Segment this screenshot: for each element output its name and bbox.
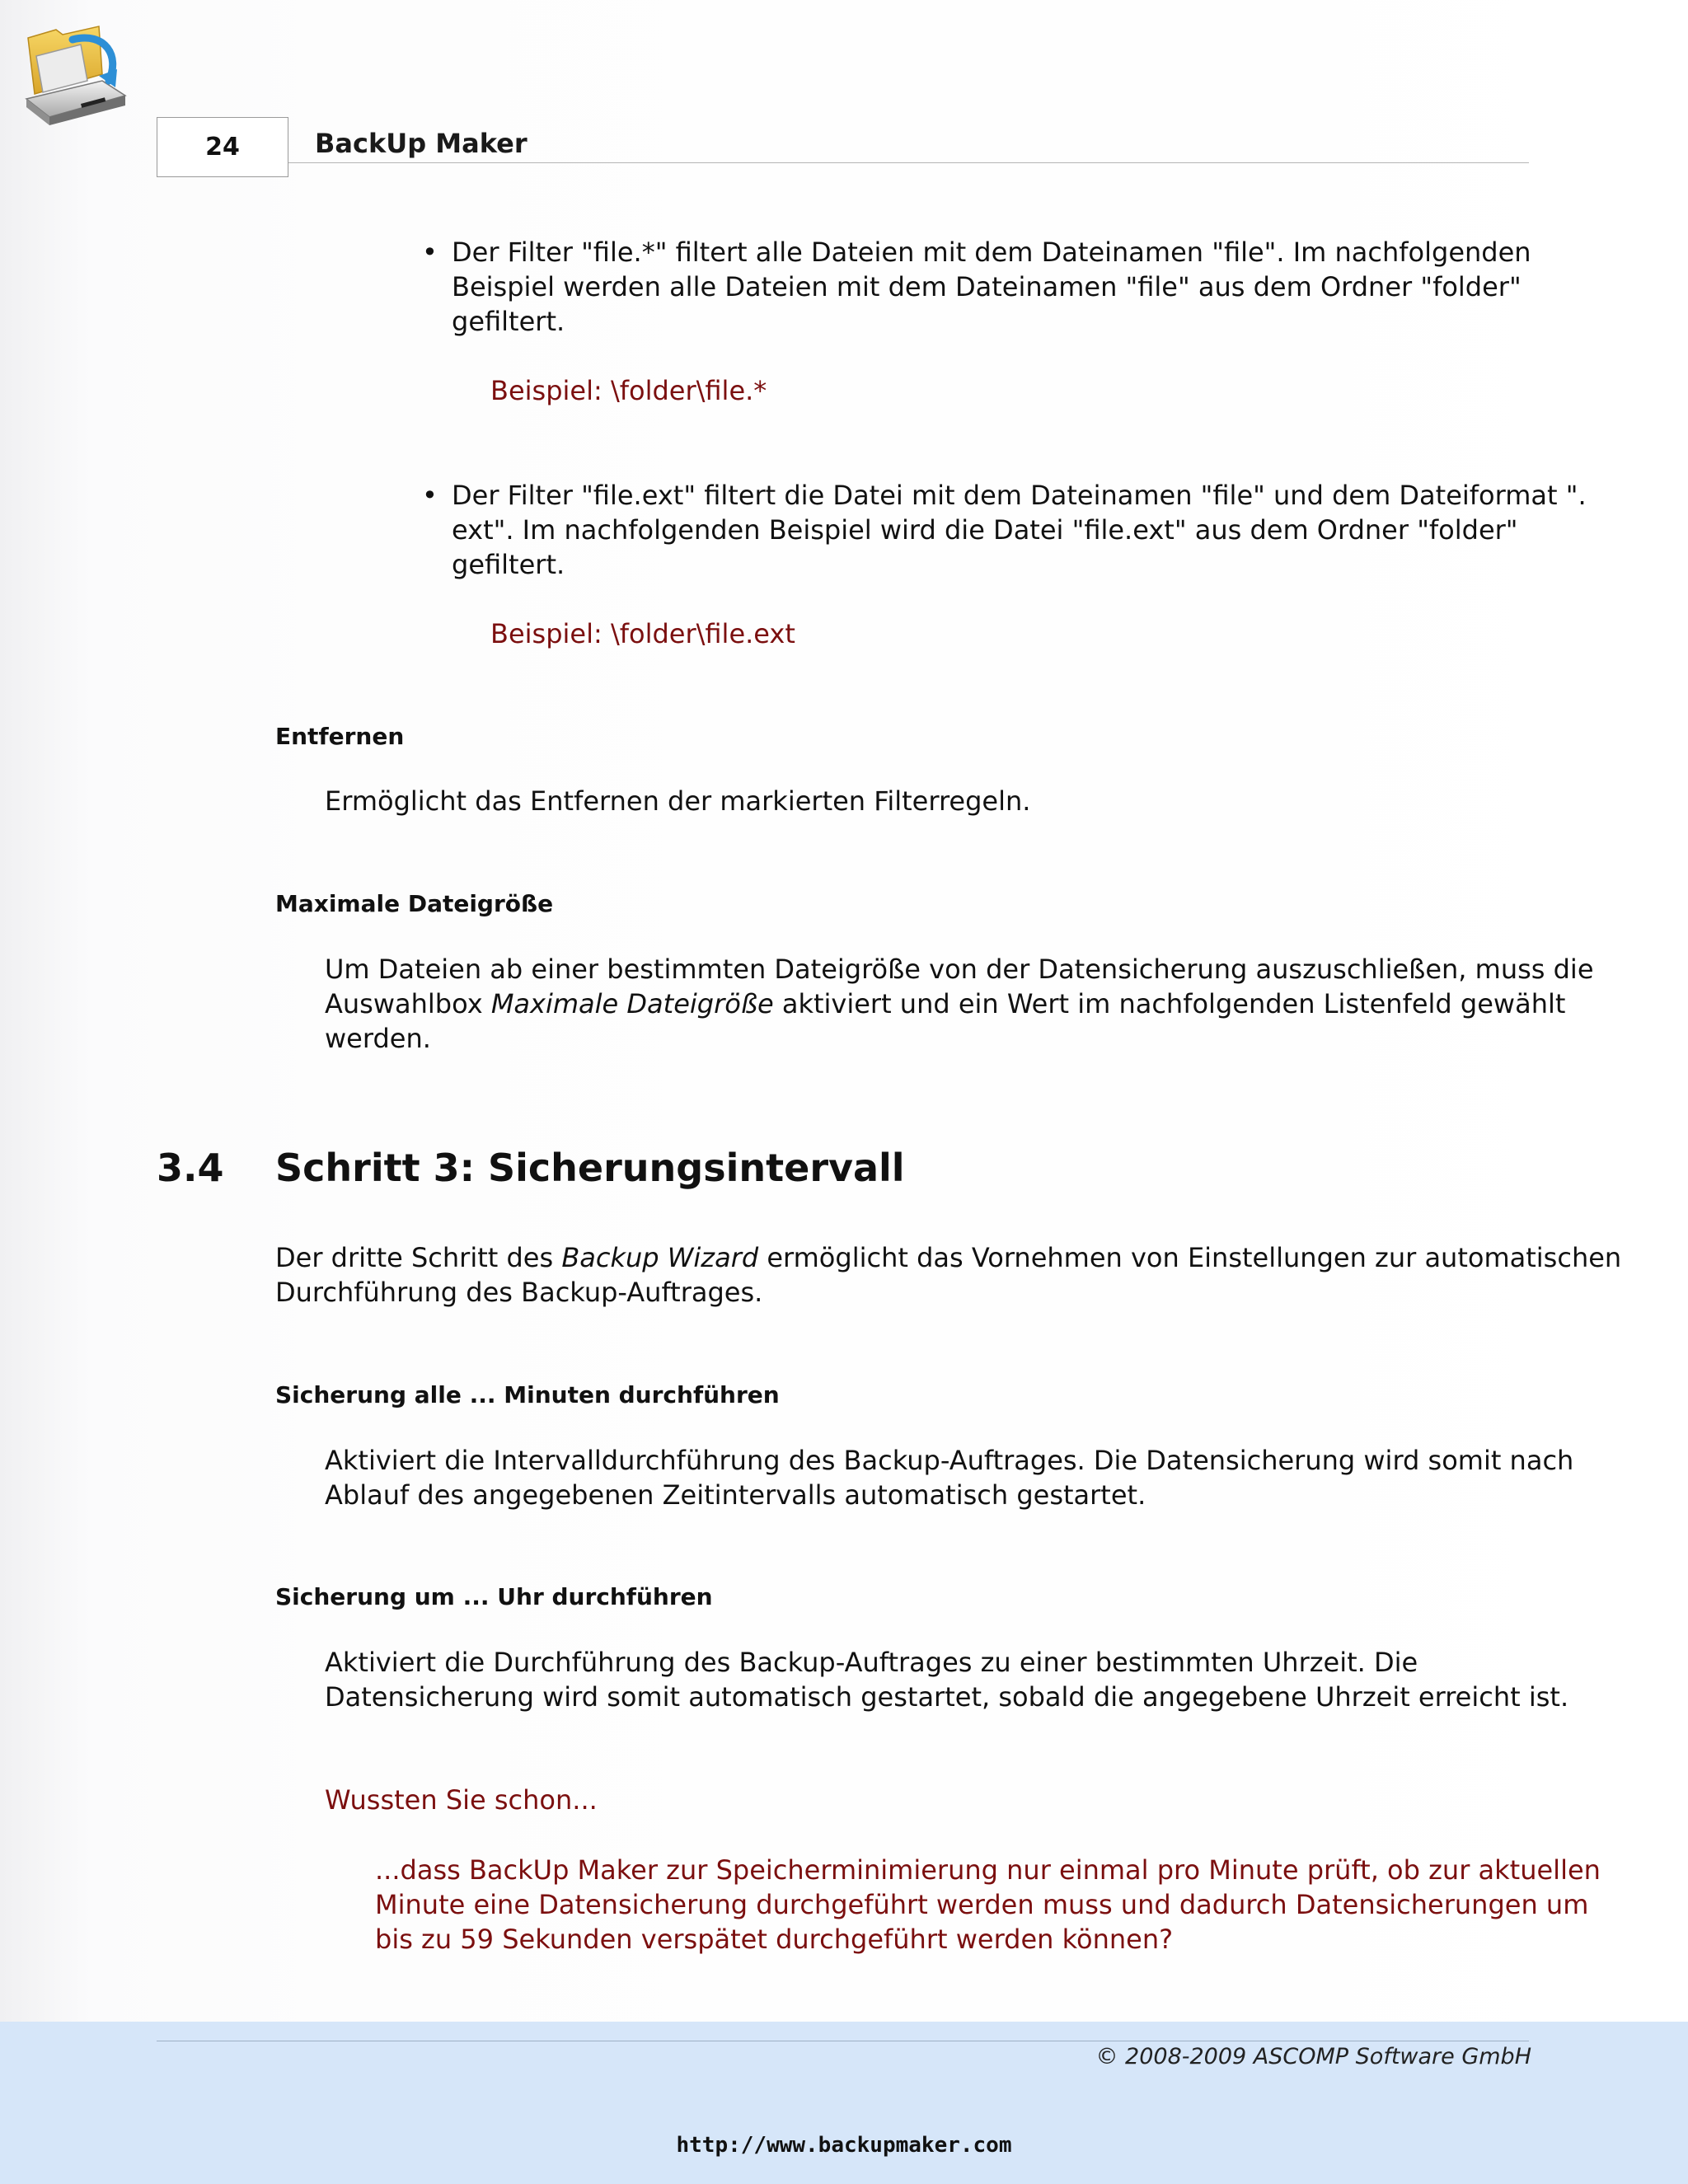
filter-example-1-line-1: Der Filter "file.*" filtert alle Dateien mit dem Dateinamen "file". Im nachfolgenden (452, 237, 1531, 268)
max-size-option-name: Maximale Dateigröße (490, 988, 774, 1019)
filter-example-1-line-3: gefiltert. (452, 306, 565, 337)
bullet-marker: • (422, 480, 438, 511)
remove-heading: Entfernen (275, 723, 405, 750)
section-intro-line-2: Durchführung des Backup-Auftrages. (275, 1277, 763, 1308)
max-size-heading: Maximale Dateigröße (275, 890, 554, 917)
filter-example-2-line-3: gefiltert. (452, 549, 565, 580)
interval-heading: Sicherung alle ... Minuten durchführen (275, 1381, 780, 1408)
section-number: 3.4 (157, 1146, 224, 1190)
tip-line-3: bis zu 59 Sekunden verspätet durchgeführt werden können? (375, 1924, 1174, 1955)
footer-copyright: © 2008-2009 ASCOMP Software GmbH (1095, 2044, 1531, 2069)
tip-heading: Wussten Sie schon... (325, 1784, 598, 1816)
time-line-2: Datensicherung wird somit automatisch gestartet, sobald die angegebene Uhrzeit erreicht ist. (325, 1681, 1569, 1713)
interval-line-2: Ablauf des angegebenen Zeitintervalls automatisch gestartet. (325, 1479, 1146, 1511)
interval-line-1: Aktiviert die Intervalldurchführung des Backup-Auftrages. Die Datensicherung wird somit nach (325, 1445, 1574, 1476)
tip-line-2: Minute eine Datensicherung durchgeführt werden muss und dadurch Datensicherungen um (375, 1889, 1589, 1920)
remove-description: Ermöglicht das Entfernen der markierten Filterregeln. (325, 785, 1031, 817)
filter-example-1-line-2: Beispiel werden alle Dateien mit dem Dateinamen "file" aus dem Ordner "folder" (452, 271, 1522, 302)
backup-maker-logo (23, 23, 130, 126)
filter-example-2-code: Beispiel: \folder\file.ext (490, 618, 795, 649)
section-intro-line-1: Der dritte Schritt des Backup Wizard ermöglicht das Vornehmen von Einstellungen zur automatischen (275, 1242, 1622, 1273)
max-size-line-3: werden. (325, 1023, 431, 1054)
header-title: BackUp Maker (315, 128, 528, 159)
time-line-1: Aktiviert die Durchführung des Backup-Auftrages zu einer bestimmten Uhrzeit. Die (325, 1647, 1418, 1678)
header-divider (288, 162, 1529, 163)
bullet-marker: • (422, 237, 438, 268)
filter-example-2-line-1: Der Filter "file.ext" filtert die Datei mit dem Dateinamen "file" und dem Dateiformat ". (452, 480, 1587, 511)
time-heading: Sicherung um ... Uhr durchführen (275, 1583, 713, 1610)
tip-line-1: ...dass BackUp Maker zur Speicherminimierung nur einmal pro Minute prüft, ob zur aktuellen (375, 1854, 1601, 1886)
wizard-name: Backup Wizard (561, 1242, 759, 1273)
max-size-line-2: Auswahlbox Maximale Dateigröße aktiviert und ein Wert im nachfolgenden Listenfeld gewählt (325, 988, 1566, 1019)
page-number: 24 (157, 117, 288, 177)
filter-example-2-line-2: ext". Im nachfolgenden Beispiel wird die Datei "file.ext" aus dem Ordner "folder" (452, 514, 1518, 546)
section-title: Schritt 3: Sicherungsintervall (275, 1146, 905, 1190)
footer-url[interactable]: http://www.backupmaker.com (676, 2133, 1012, 2158)
max-size-line-1: Um Dateien ab einer bestimmten Dateigröße von der Datensicherung auszuschließen, muss die (325, 954, 1594, 985)
filter-example-1-code: Beispiel: \folder\file.* (490, 375, 767, 406)
